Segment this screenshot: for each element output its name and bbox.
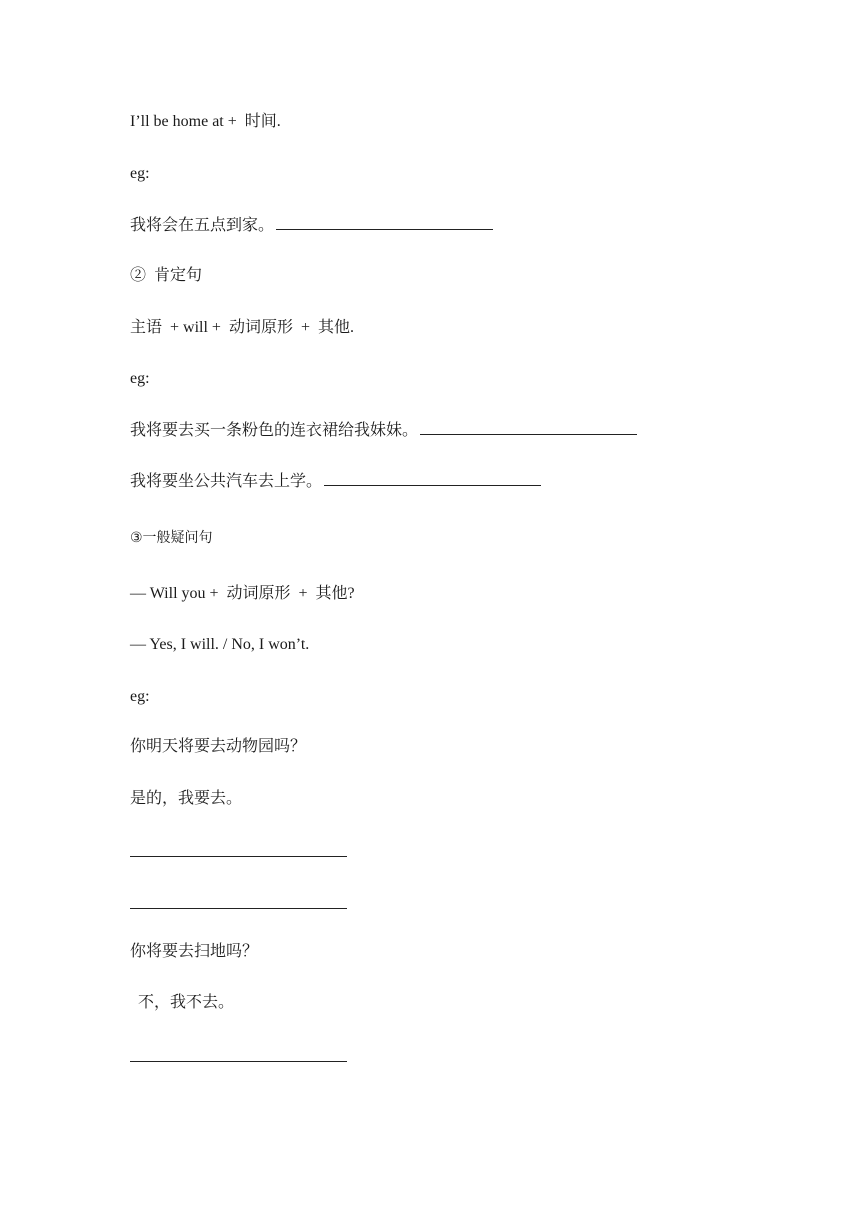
answer-blank[interactable] bbox=[276, 215, 493, 230]
eg-label: eg: bbox=[130, 165, 150, 182]
formula-affirmative: 主语 + will + 动词原形 + 其他. bbox=[130, 319, 354, 336]
eg-label: eg: bbox=[130, 688, 150, 705]
exercise-line bbox=[130, 420, 637, 441]
exercise-line bbox=[130, 215, 493, 236]
eg-label: eg: bbox=[130, 370, 150, 387]
answer-blank[interactable] bbox=[324, 471, 541, 486]
section-heading-question: ③一般疑问句 bbox=[130, 530, 213, 546]
formula-home-time: I’ll be home at + 时间. bbox=[130, 113, 281, 130]
exercise-prompt: 我将会在五点到家。 bbox=[130, 217, 275, 234]
exercise-prompt: 我将要去买一条粉色的连衣裙给我妹妹。 bbox=[130, 422, 419, 439]
answer-blank[interactable] bbox=[130, 1061, 347, 1062]
answer-blank[interactable] bbox=[420, 420, 637, 435]
exercise-prompt: 是的，我要去。 bbox=[130, 790, 243, 807]
answer-blank[interactable] bbox=[130, 856, 347, 857]
section-heading-affirmative: ② 肯定句 bbox=[130, 267, 203, 284]
answer-blank[interactable] bbox=[130, 908, 347, 909]
exercise-prompt: 不，我不去。 bbox=[130, 994, 235, 1011]
exercise-prompt: 你明天将要去动物园吗？ bbox=[130, 738, 307, 755]
formula-answer: — Yes, I will. / No, I won’t. bbox=[130, 636, 310, 653]
exercise-prompt: 我将要坐公共汽车去上学。 bbox=[130, 473, 323, 490]
exercise-line bbox=[130, 471, 541, 492]
formula-question: — Will you + 动词原形 + 其他? bbox=[130, 585, 355, 602]
exercise-prompt: 你将要去扫地吗？ bbox=[130, 943, 259, 960]
